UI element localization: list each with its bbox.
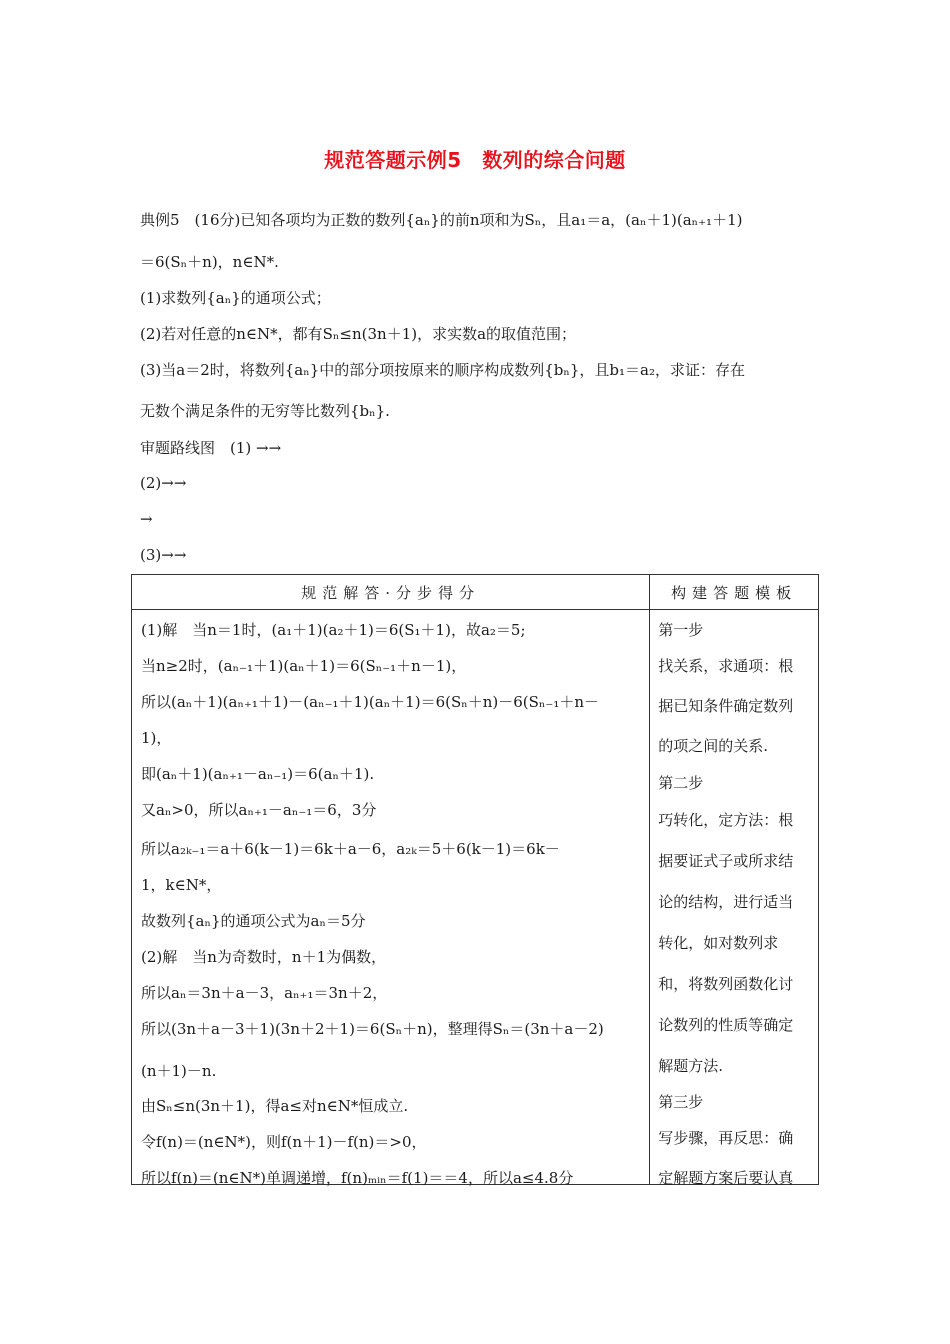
question-3-line-1: (3)当a＝2时，将数列{aₙ}中的部分项按原来的顺序构成数列{bₙ}，且b₁＝a₂，求证：存在 <box>140 361 746 379</box>
solution-line: (n＋1)－n. <box>141 1062 217 1080</box>
template-line: 找关系，求通项：根 <box>658 657 794 675</box>
solution-line: 令f(n)＝(n∈N*)，则f(n＋1)－f(n)＝>0， <box>141 1133 427 1151</box>
template-line: 巧转化，定方法：根 <box>658 811 794 829</box>
template-line: 第一步 <box>658 621 704 639</box>
solution-line: 所以a₂ₖ₋₁＝a＋6(k－1)＝6k＋a－6，a₂ₖ＝5＋6(k－1)＝6k－ <box>141 840 560 858</box>
template-line: 的项之间的关系. <box>658 737 768 755</box>
table-header-left: 规范解答·分步得分 <box>132 575 650 610</box>
solution-line: 即(aₙ＋1)(aₙ₊₁－aₙ₋₁)＝6(aₙ＋1). <box>141 765 375 783</box>
template-line: 第三步 <box>658 1093 704 1111</box>
question-1: (1)求数列{aₙ}的通项公式； <box>140 289 331 307</box>
problem-line-1: 典例5 (16分)已知各项均为正数的数列{aₙ}的前n项和为Sₙ，且a₁＝a，(aₙ＋1)(aₙ₊₁＋1) <box>140 211 743 229</box>
template-line: 论的结构，进行适当 <box>658 893 794 911</box>
solution-line: 故数列{aₙ}的通项公式为aₙ＝5分 <box>141 912 366 930</box>
roadmap-line-4: (3)→→ <box>140 546 187 564</box>
table-header-right: 构建答题模板 <box>650 575 819 610</box>
solution-line: 1，k∈N*， <box>141 876 222 894</box>
solution-line: 所以(3n＋a－3＋1)(3n＋2＋1)＝6(Sₙ＋n)，整理得Sₙ＝(3n＋a－2) <box>141 1020 604 1038</box>
roadmap-line-2: (2)→→ <box>140 474 187 492</box>
template-line: 定解题方案后要认真 <box>658 1169 794 1187</box>
template-line: 论数列的性质等确定 <box>658 1016 794 1034</box>
solution-line: 当n≥2时，(aₙ₋₁＋1)(aₙ＋1)＝6(Sₙ₋₁＋n－1)， <box>141 657 467 675</box>
solution-cell <box>132 610 649 1187</box>
question-3-line-2: 无数个满足条件的无穷等比数列{bₙ}. <box>140 402 390 420</box>
problem-line-2: ＝6(Sₙ＋n)，n∈N*. <box>140 253 279 271</box>
solution-table <box>131 574 819 1185</box>
solution-line: 所以aₙ＝3n＋a－3，aₙ₊₁＝3n＋2， <box>141 984 388 1002</box>
template-cell <box>650 610 818 1187</box>
solution-line: (1)解 当n＝1时，(a₁＋1)(a₂＋1)＝6(S₁＋1)，故a₂＝5; <box>141 621 526 639</box>
template-line: 据已知条件确定数列 <box>658 697 794 715</box>
solution-line: 所以f(n)＝(n∈N*)单调递增，f(n)ₘᵢₙ＝f(1)＝＝4，所以a≤4.8分 <box>141 1169 574 1187</box>
page-title: 规范答题示例5 数列的综合问题 <box>324 148 626 172</box>
template-line: 转化，如对数列求 <box>658 934 779 952</box>
template-line: 第二步 <box>658 774 704 792</box>
roadmap-line-3: → <box>140 510 153 528</box>
template-line: 解题方法. <box>658 1057 723 1075</box>
solution-line: 1)， <box>141 729 172 747</box>
template-line: 和，将数列函数化讨 <box>658 975 794 993</box>
solution-line: 由Sₙ≤n(3n＋1)，得a≤对n∈N*恒成立. <box>141 1097 409 1115</box>
roadmap-line-1: 审题路线图 (1) →→ <box>140 439 282 457</box>
solution-line: (2)解 当n为奇数时，n＋1为偶数， <box>141 948 387 966</box>
question-2: (2)若对任意的n∈N*，都有Sₙ≤n(3n＋1)，求实数a的取值范围； <box>140 325 577 343</box>
solution-line: 又aₙ>0，所以aₙ₊₁－aₙ₋₁＝6，3分 <box>141 801 377 819</box>
template-line: 据要证式子或所求结 <box>658 852 794 870</box>
template-line: 写步骤，再反思：确 <box>658 1129 794 1147</box>
solution-line: 所以(aₙ＋1)(aₙ₊₁＋1)－(aₙ₋₁＋1)(aₙ＋1)＝6(Sₙ＋n)－6(Sₙ₋₁＋n－ <box>141 693 600 711</box>
